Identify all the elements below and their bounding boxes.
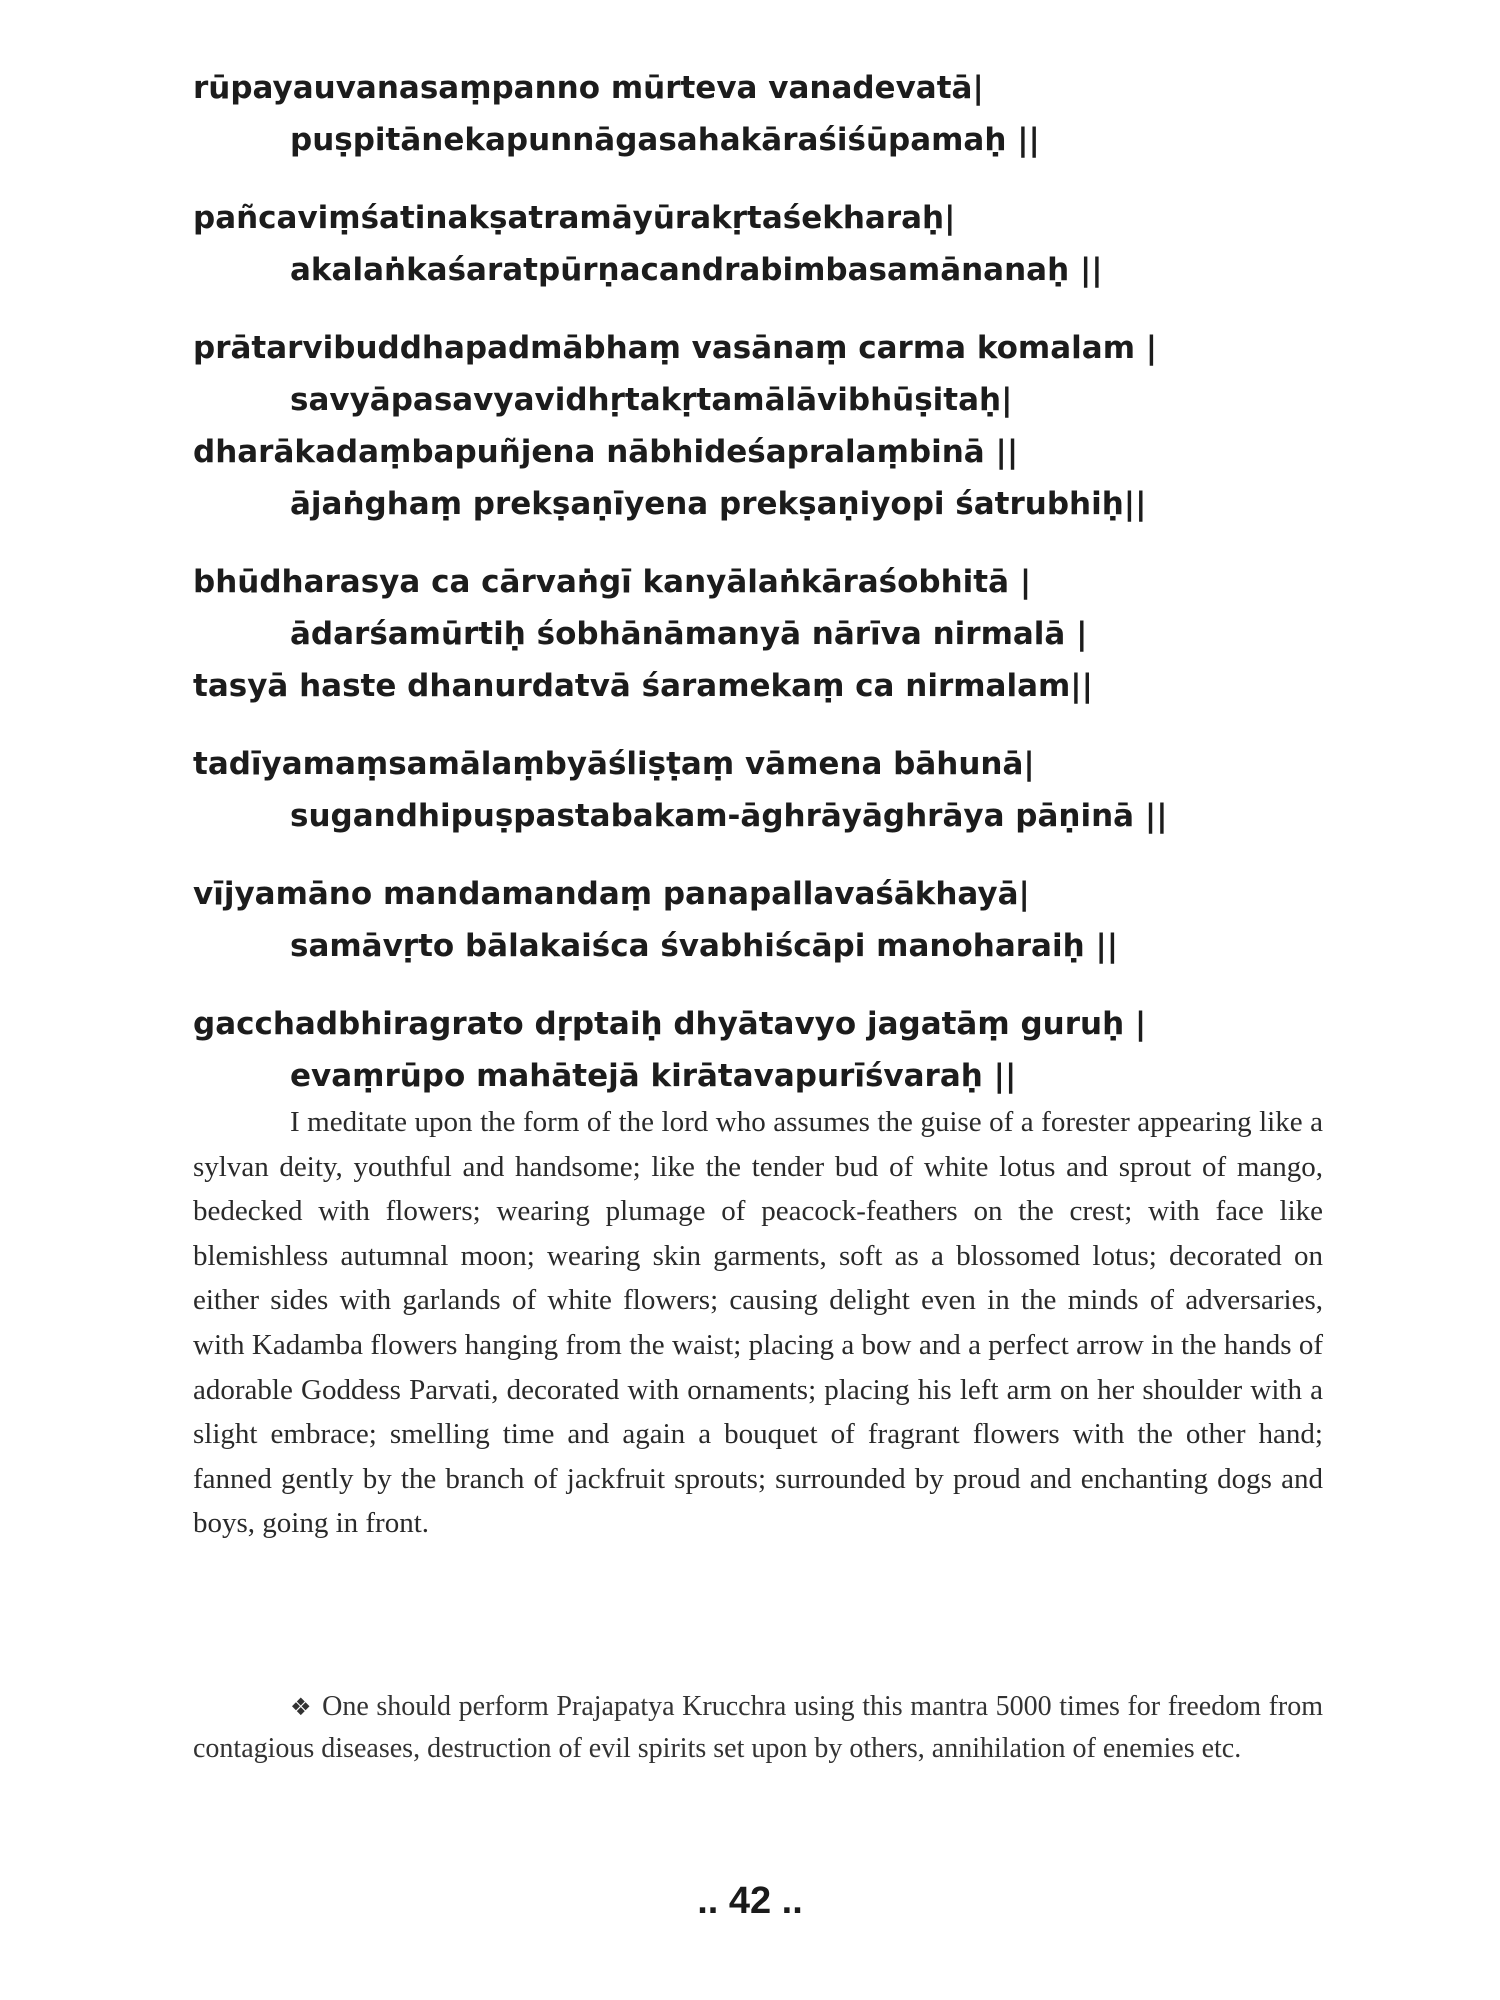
verse-stanza xyxy=(193,998,1373,1102)
sanskrit-verses xyxy=(193,62,1373,1128)
verse-line: evaṃrūpo mahātejā kirātavapurīśvaraḥ || xyxy=(290,1058,1017,1094)
verse-line: dharākadaṃbapuñjena nābhideśapralaṃbinā || xyxy=(193,434,1019,470)
usage-note-text: One should perform Prajapatya Krucchra using this mantra 5000 times for freedom from contagious diseases, destruction of evil spirits set upon by others, annihilation of enemies etc. xyxy=(193,1691,1324,1764)
verse-line: sugandhipuṣpastabakam-āghrāyāghrāya pāṇinā || xyxy=(290,798,1168,834)
verse-stanza xyxy=(193,556,1373,712)
diamond-bullet-icon: ❖ xyxy=(290,1693,313,1721)
verse-line: savyāpasavyavidhṛtakṛtamālāvibhūṣitaḥ| xyxy=(290,382,1013,418)
translation-paragraph: I meditate upon the form of the lord who assumes the guise of a forester appearing like a sylvan deity, youthful and handsome; like the tender bud of white lotus and sprout of mango, bedecked with flowers; wearing plumage of peacock-feathers on the crest; with face like blemishless autumnal moon; wearing skin garments, soft as a blossomed lotus; decorated on either sides with garlands of white flowers; causing delight even in the minds of adversaries, with Kadamba flowers hanging from the waist; placing a bow and a perfect arrow in the hands of adorable Goddess Parvati, decorated with ornaments; placing his left arm on her shoulder with a slight embrace; smelling time and again a bouquet of fragrant flowers with the other hand; fanned gently by the branch of jackfruit sprouts; surrounded by proud and enchanting dogs and boys, going in front. xyxy=(193,1106,1323,1540)
verse-line: puṣpitānekapunnāgasahakāraśiśūpamaḥ || xyxy=(290,122,1040,158)
verse-line: tasyā haste dhanurdatvā śaramekaṃ ca nirmalam|| xyxy=(193,668,1093,704)
verse-line: prātarvibuddhapadmābhaṃ vasānaṃ carma komalam | xyxy=(193,330,1158,366)
verse-line: vījyamāno mandamandaṃ panapallavaśākhayā| xyxy=(193,876,1030,912)
verse-stanza xyxy=(193,62,1373,166)
verse-line: ājaṅghaṃ prekṣaṇīyena prekṣaṇiyopi śatrubhiḥ|| xyxy=(290,486,1147,522)
verse-line: ādarśamūrtiḥ śobhānāmanyā nārīva nirmalā | xyxy=(290,616,1088,652)
verse-stanza xyxy=(193,322,1373,530)
page-number: .. 42 .. xyxy=(697,1880,803,1922)
verse-line: pañcaviṃśatinakṣatramāyūrakṛtaśekharaḥ| xyxy=(193,200,956,236)
verse-line: tadīyamaṃsamālaṃbyāśliṣṭaṃ vāmena bāhunā| xyxy=(193,746,1035,782)
verse-stanza xyxy=(193,738,1373,842)
verse-stanza xyxy=(193,868,1373,972)
usage-note xyxy=(193,1686,1323,1769)
verse-line: rūpayauvanasaṃpanno mūrteva vanadevatā| xyxy=(193,70,984,106)
verse-line: gacchadbhiragrato dṛptaiḥ dhyātavyo jagatāṃ guruḥ | xyxy=(193,1006,1147,1042)
verse-line: samāvṛto bālakaiśca śvabhiścāpi manoharaiḥ || xyxy=(290,928,1119,964)
verse-stanza xyxy=(193,192,1373,296)
verse-line: bhūdharasya ca cārvaṅgī kanyālaṅkāraśobhitā | xyxy=(193,564,1032,600)
verse-line: akalaṅkaśaratpūrṇacandrabimbasamānanaḥ || xyxy=(290,252,1103,288)
